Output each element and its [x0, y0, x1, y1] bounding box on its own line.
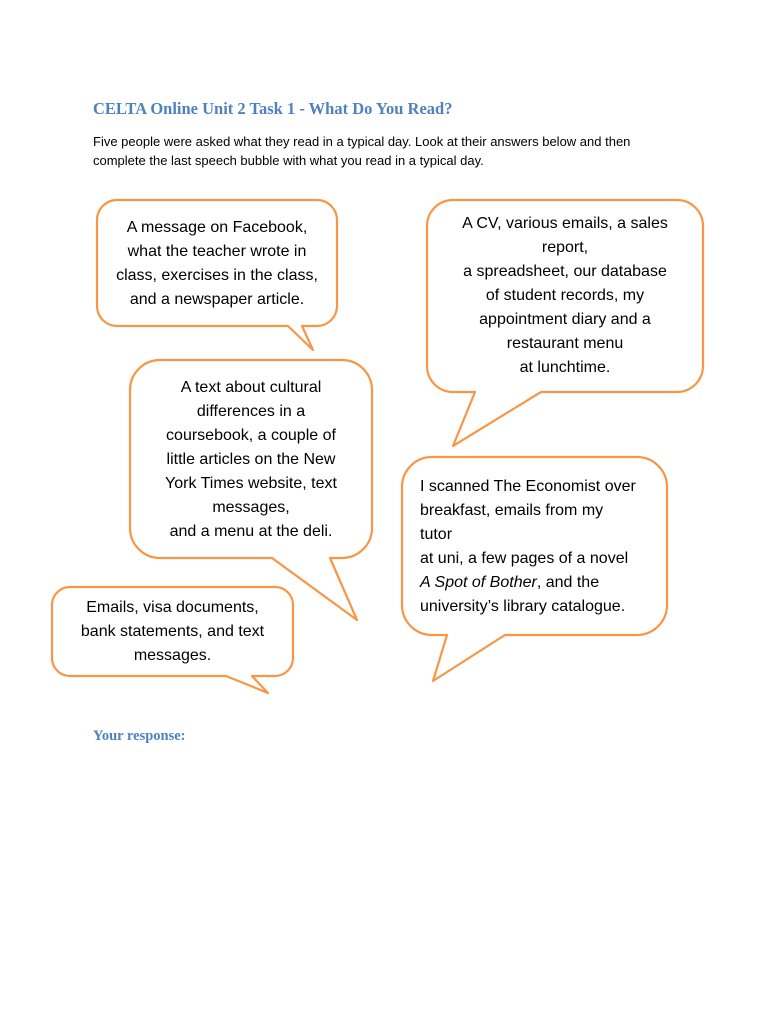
bubble-line: university’s library catalogue.	[420, 598, 626, 615]
bubble-line-rest: , and the	[536, 574, 600, 591]
bubble-line: and a newspaper article.	[129, 291, 305, 308]
speech-bubble-3-text	[130, 376, 372, 544]
bubble-line: coursebook, a couple of	[166, 427, 336, 444]
bubble-line: A text about cultural	[180, 379, 322, 396]
bubble-line: A CV, various emails, a sales	[462, 215, 668, 232]
speech-bubble-1-text	[97, 216, 337, 312]
bubble-line: breakfast, emails from my	[420, 502, 604, 519]
bubble-line: of student records, my	[485, 287, 645, 304]
novel-title: A Spot of Bother	[420, 574, 537, 591]
bubble-line: differences in a	[196, 403, 306, 420]
bubble-line: what the teacher wrote in	[127, 243, 307, 260]
speech-bubble-2-text	[427, 212, 703, 380]
bubble-line: tutor	[420, 526, 453, 543]
response-label: Your response:	[93, 728, 186, 744]
bubble-line: Emails, visa documents,	[86, 599, 259, 616]
bubble-line: messages.	[133, 647, 212, 664]
bubble-line: a spreadsheet, our database	[463, 263, 667, 280]
bubble-line: report,	[541, 239, 589, 256]
bubble-line: I scanned The Economist over	[420, 478, 636, 495]
bubble-line: A message on Facebook,	[126, 219, 308, 236]
page-title: CELTA Online Unit 2 Task 1 - What Do You Read?	[93, 99, 453, 118]
bubble-line	[420, 571, 660, 595]
bubble-line: appointment diary and a	[479, 311, 651, 328]
speech-bubble-4-text	[420, 475, 660, 619]
intro-line: Five people were asked what they read in a typical day. Look at their answers below and then	[93, 134, 631, 149]
bubble-line: at uni, a few pages of a novel	[420, 550, 629, 567]
bubble-line: little articles on the New	[166, 451, 336, 468]
bubble-line: class, exercises in the class,	[116, 267, 318, 284]
intro-line: complete the last speech bubble with what you read in a typical day.	[93, 153, 484, 168]
bubble-line: at lunchtime.	[519, 359, 611, 376]
bubble-line: York Times website, text	[165, 475, 337, 492]
bubble-line: bank statements, and text	[80, 623, 265, 640]
bubble-line: messages,	[212, 499, 290, 516]
bubble-line: restaurant menu	[506, 335, 624, 352]
speech-bubble-5-text	[52, 596, 293, 668]
bubble-line: and a menu at the deli.	[169, 523, 333, 540]
